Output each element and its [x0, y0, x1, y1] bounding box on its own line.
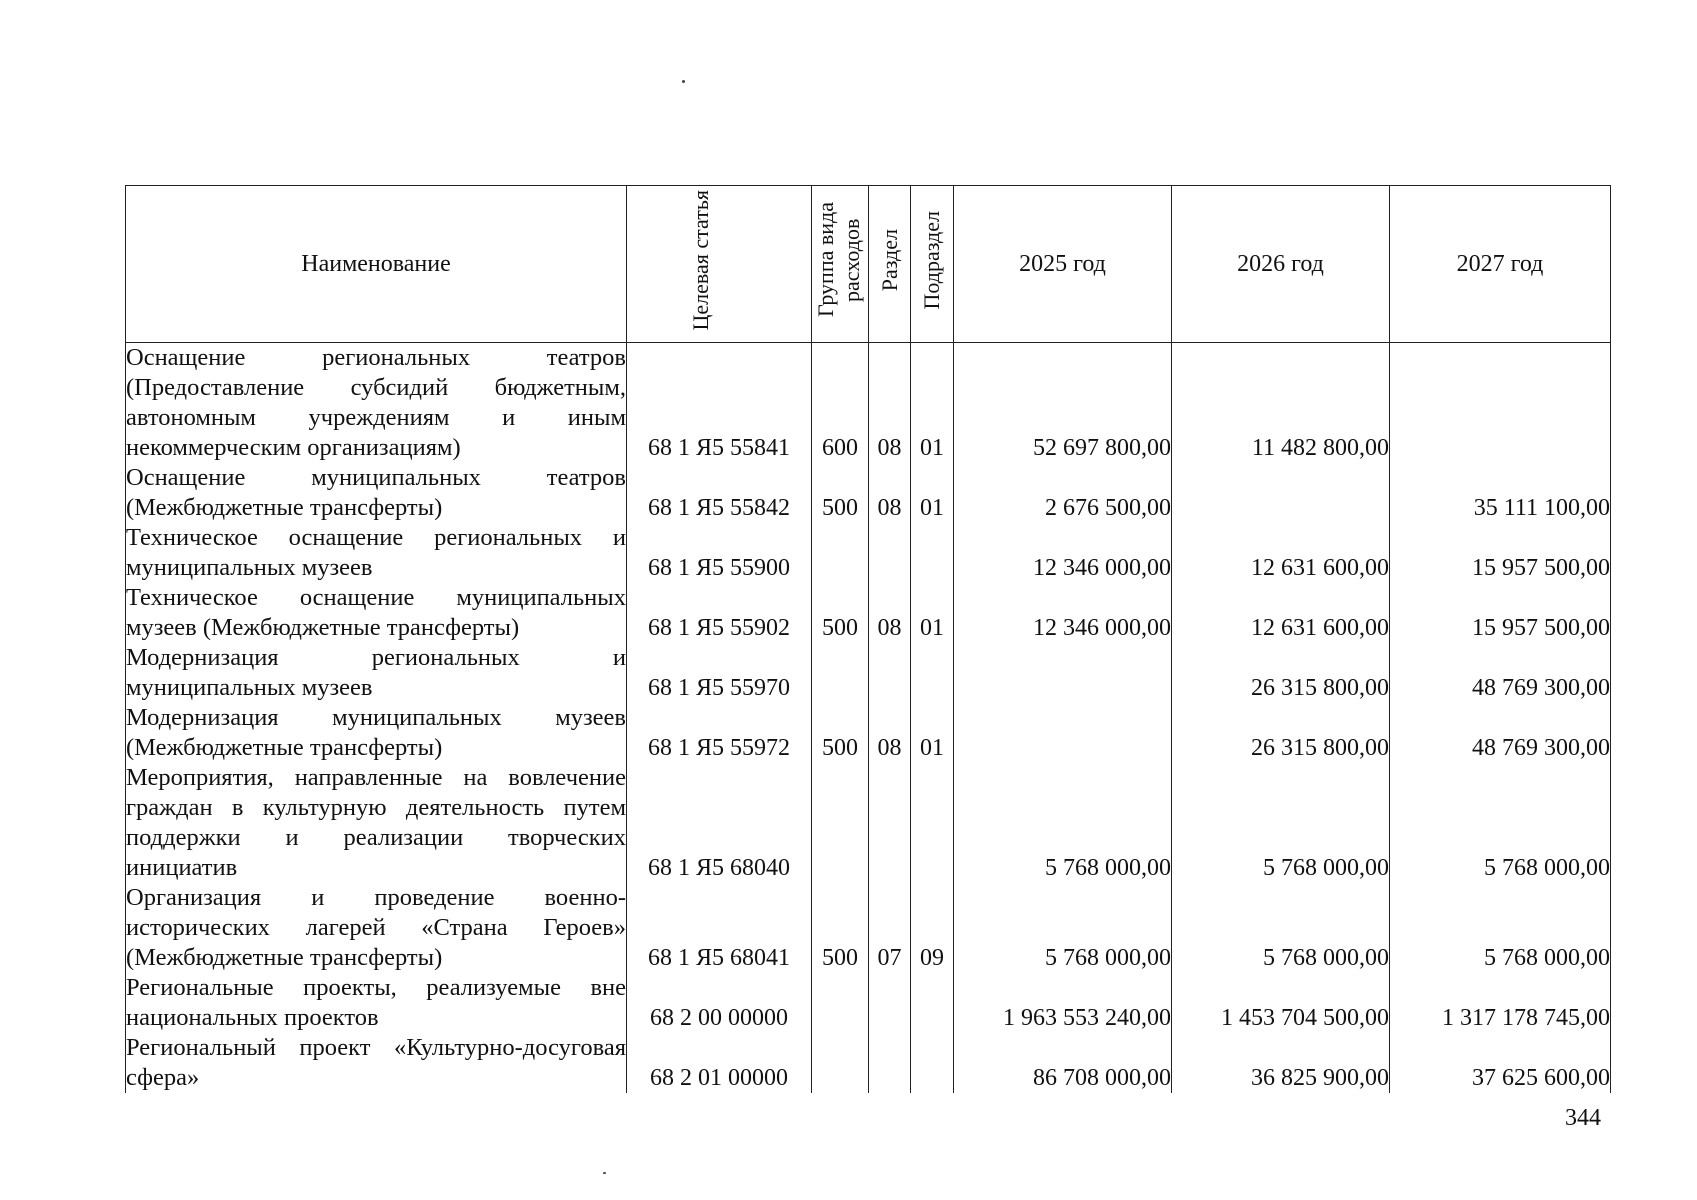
- row-2025: 12 346 000,00: [954, 523, 1172, 583]
- row-group: [812, 643, 869, 703]
- row-name: Оснащение муниципальных театров (Межбюджетные трансферты): [126, 464, 626, 521]
- row-2025: 86 708 000,00: [954, 1033, 1172, 1093]
- row-section: 08: [869, 583, 911, 643]
- table-row: [126, 523, 1611, 583]
- table-row: [126, 643, 1611, 703]
- row-2027: 35 111 100,00: [1390, 463, 1611, 523]
- row-subsection: 01: [911, 343, 954, 464]
- header-subsection: Подраздел: [911, 186, 954, 343]
- row-code: 68 2 00 00000: [627, 973, 812, 1033]
- row-2025: 12 346 000,00: [954, 583, 1172, 643]
- row-2027: 5 768 000,00: [1390, 883, 1611, 973]
- row-2026: 12 631 600,00: [1172, 583, 1390, 643]
- scan-speck: [603, 1172, 606, 1174]
- row-2026: 12 631 600,00: [1172, 523, 1390, 583]
- header-row: [126, 186, 1611, 343]
- row-2025: 52 697 800,00: [954, 343, 1172, 464]
- row-2027: 15 957 500,00: [1390, 583, 1611, 643]
- row-group: [812, 763, 869, 883]
- page-number: 344: [1565, 1105, 1601, 1131]
- row-subsection: 01: [911, 463, 954, 523]
- row-group: 500: [812, 883, 869, 973]
- row-section: 08: [869, 703, 911, 763]
- row-2027: 48 769 300,00: [1390, 643, 1611, 703]
- row-2026: 1 453 704 500,00: [1172, 973, 1390, 1033]
- row-code: 68 1 Я5 55841: [627, 343, 812, 464]
- row-name: Техническое оснащение региональных и муниципальных музеев: [126, 524, 626, 581]
- row-2025: 2 676 500,00: [954, 463, 1172, 523]
- row-section: 07: [869, 883, 911, 973]
- row-name: Техническое оснащение муниципальных музеев (Межбюджетные трансферты): [126, 584, 626, 641]
- header-target: Целевая статья: [627, 186, 812, 343]
- row-name: Региональные проекты, реализуемые вне национальных проектов: [126, 974, 626, 1031]
- row-2025: 1 963 553 240,00: [954, 973, 1172, 1033]
- row-code: 68 1 Я5 55842: [627, 463, 812, 523]
- row-group: 500: [812, 703, 869, 763]
- row-group: [812, 523, 869, 583]
- row-2025: [954, 643, 1172, 703]
- row-2027: [1390, 343, 1611, 464]
- row-section: [869, 973, 911, 1033]
- header-2025: 2025 год: [954, 186, 1172, 343]
- row-2026: 26 315 800,00: [1172, 643, 1390, 703]
- row-code: 68 1 Я5 55902: [627, 583, 812, 643]
- row-2027: 48 769 300,00: [1390, 703, 1611, 763]
- row-section: [869, 523, 911, 583]
- row-subsection: 09: [911, 883, 954, 973]
- row-code: 68 1 Я5 55972: [627, 703, 812, 763]
- row-subsection: [911, 523, 954, 583]
- row-2025: 5 768 000,00: [954, 883, 1172, 973]
- row-subsection: 01: [911, 583, 954, 643]
- row-group: 600: [812, 343, 869, 464]
- table-row: [126, 463, 1611, 523]
- row-subsection: [911, 643, 954, 703]
- row-2026: 5 768 000,00: [1172, 763, 1390, 883]
- header-2027: 2027 год: [1390, 186, 1611, 343]
- row-group: [812, 1033, 869, 1093]
- row-section: 08: [869, 463, 911, 523]
- row-2026: 26 315 800,00: [1172, 703, 1390, 763]
- row-name: Модернизация региональных и муниципальных музеев: [126, 644, 626, 701]
- row-code: 68 1 Я5 55970: [627, 643, 812, 703]
- row-name: Модернизация муниципальных музеев (Межбюджетные трансферты): [126, 704, 626, 761]
- row-2025: [954, 703, 1172, 763]
- row-subsection: [911, 973, 954, 1033]
- row-2027: 5 768 000,00: [1390, 763, 1611, 883]
- row-code: 68 1 Я5 55900: [627, 523, 812, 583]
- scan-speck: [682, 80, 685, 83]
- row-subsection: [911, 1033, 954, 1093]
- row-2026: 11 482 800,00: [1172, 343, 1390, 464]
- row-group: 500: [812, 583, 869, 643]
- row-section: 08: [869, 343, 911, 464]
- row-2026: [1172, 463, 1390, 523]
- row-name: Оснащение региональных театров (Предоставление субсидий бюджетным, автономным учреждениям и иным некоммерческим организациям): [126, 344, 626, 461]
- header-name: Наименование: [126, 186, 627, 343]
- table-row: [126, 763, 1611, 883]
- row-subsection: [911, 763, 954, 883]
- header-section: Раздел: [869, 186, 911, 343]
- table-row: [126, 973, 1611, 1033]
- row-code: 68 1 Я5 68040: [627, 763, 812, 883]
- row-section: [869, 763, 911, 883]
- row-section: [869, 1033, 911, 1093]
- table-row: [126, 1033, 1611, 1093]
- table-row: [126, 343, 1611, 464]
- row-subsection: 01: [911, 703, 954, 763]
- row-2027: 1 317 178 745,00: [1390, 973, 1611, 1033]
- header-group: Группа вида расходов: [812, 186, 869, 343]
- row-code: 68 1 Я5 68041: [627, 883, 812, 973]
- row-name: Мероприятия, направленные на вовлечение граждан в культурную деятельность путем поддержки и реализации творческих инициатив: [126, 764, 626, 881]
- budget-table: [125, 185, 1611, 1093]
- row-2026: 5 768 000,00: [1172, 883, 1390, 973]
- row-code: 68 2 01 00000: [627, 1033, 812, 1093]
- row-name: Региональный проект «Культурно-досуговая сфера»: [126, 1034, 626, 1091]
- row-2027: 37 625 600,00: [1390, 1033, 1611, 1093]
- row-2025: 5 768 000,00: [954, 763, 1172, 883]
- row-2026: 36 825 900,00: [1172, 1033, 1390, 1093]
- table-row: [126, 883, 1611, 973]
- table-row: [126, 583, 1611, 643]
- row-name: Организация и проведение военно-исторических лагерей «Страна Героев» (Межбюджетные трансферты): [126, 884, 626, 971]
- table-row: [126, 703, 1611, 763]
- row-section: [869, 643, 911, 703]
- row-2027: 15 957 500,00: [1390, 523, 1611, 583]
- row-group: 500: [812, 463, 869, 523]
- row-group: [812, 973, 869, 1033]
- header-2026: 2026 год: [1172, 186, 1390, 343]
